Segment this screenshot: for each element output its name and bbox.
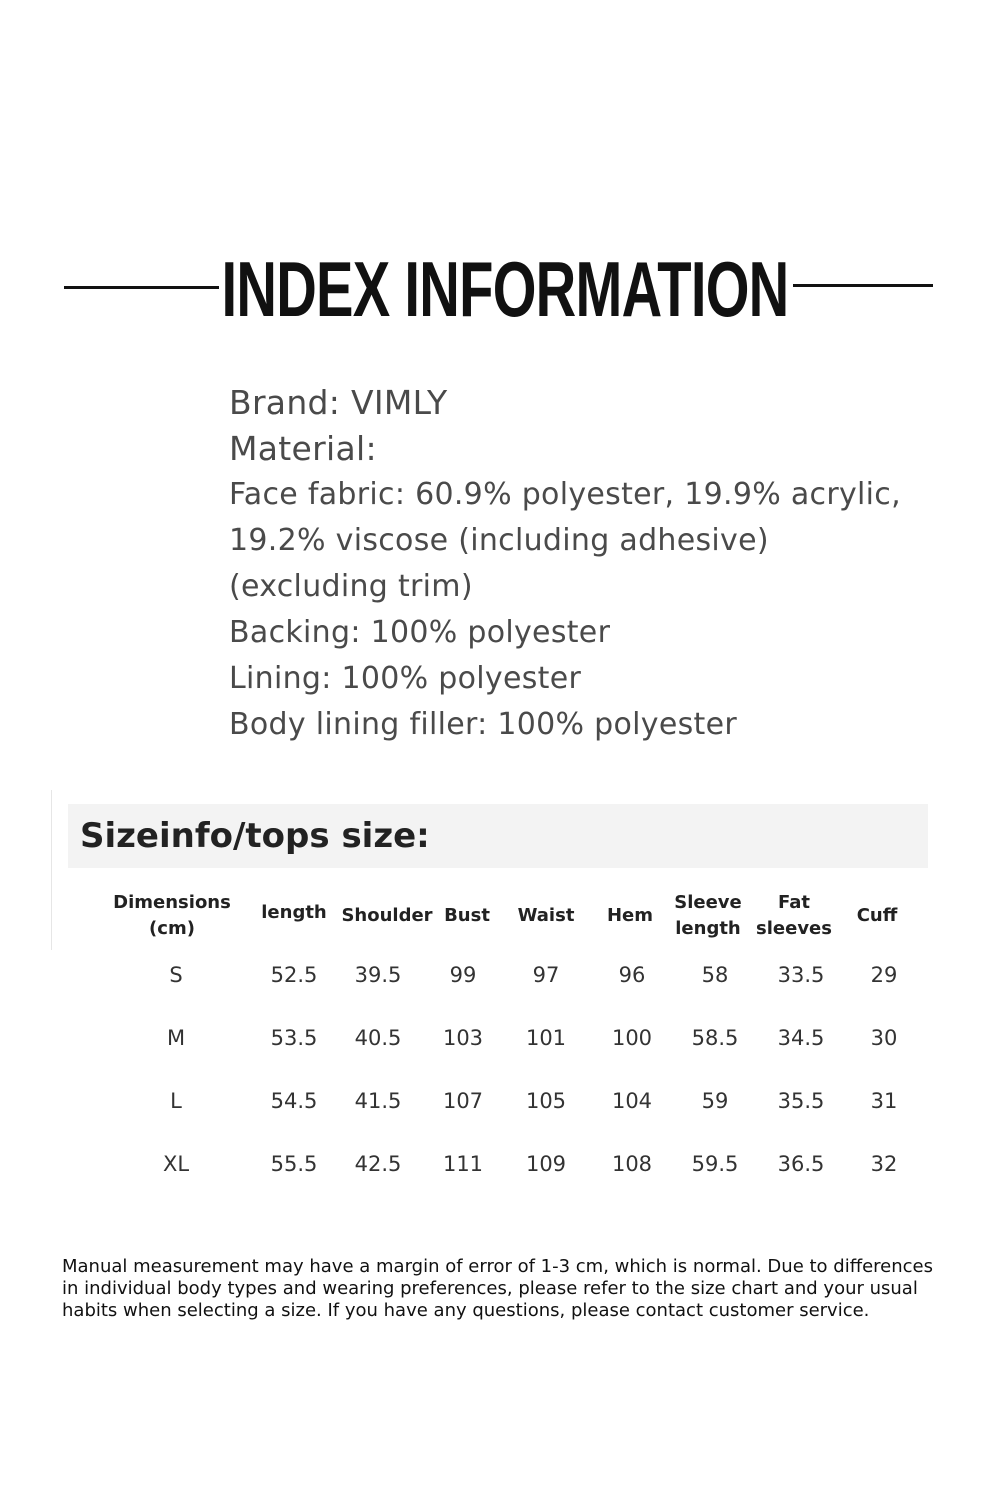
table-header-cell-line2: length (675, 918, 741, 939)
info-material-label: Material: (229, 429, 377, 468)
table-row-size-label: L (170, 1089, 182, 1113)
table-header-cell: Hem (606, 905, 654, 926)
size-section-header (68, 804, 928, 868)
table-header-cell: Sleeve (674, 892, 742, 913)
table-header-cell: Fat (778, 892, 810, 913)
measurement-note: Manual measurement may have a margin of error of 1-3 cm, which is normal. Due to differences in individual body types and wearing preferences, please refer to the size chart and your usual habits when selecting a size. If you have any questions, please contact customer service. (62, 1256, 934, 1321)
table-cell: 103 (442, 1026, 484, 1050)
table-header-cell-line2: sleeves (756, 918, 832, 939)
table-cell: 39.5 (354, 963, 402, 987)
table-cell: 52.5 (270, 963, 318, 987)
table-row-size-label: S (169, 963, 183, 987)
table-cell: 29 (870, 963, 898, 987)
table-cell: 97 (532, 963, 560, 987)
table-cell: 41.5 (354, 1089, 402, 1113)
table-cell: 33.5 (777, 963, 825, 987)
table-cell: 55.5 (270, 1152, 318, 1176)
table-cell: 34.5 (777, 1026, 825, 1050)
table-cell: 59 (701, 1089, 729, 1113)
table-cell: 35.5 (777, 1089, 825, 1113)
table-header-cell: Cuff (856, 905, 898, 926)
table-cell: 53.5 (270, 1026, 318, 1050)
table-header-cell: length (261, 902, 327, 923)
table-cell: 30 (870, 1026, 898, 1050)
table-cell: 101 (525, 1026, 567, 1050)
size-table (0, 880, 1000, 1200)
size-section-title: Sizeinfo/tops size: (80, 816, 430, 856)
table-cell: 107 (442, 1089, 484, 1113)
table-cell: 99 (449, 963, 477, 987)
table-cell: 31 (870, 1089, 898, 1113)
table-cell: 58 (701, 963, 729, 987)
info-face-fabric-cont: 19.2% viscose (including adhesive) (229, 523, 769, 558)
table-cell: 96 (618, 963, 646, 987)
info-face-fabric: Face fabric: 60.9% polyester, 19.9% acrylic, (229, 477, 901, 512)
table-cell: 42.5 (354, 1152, 402, 1176)
table-row-size-label: M (166, 1026, 186, 1050)
table-cell: 109 (525, 1152, 567, 1176)
table-row-size-label: XL (162, 1152, 190, 1176)
table-cell: 108 (611, 1152, 653, 1176)
table-cell: 32 (870, 1152, 898, 1176)
table-cell: 36.5 (777, 1152, 825, 1176)
table-cell: 105 (525, 1089, 567, 1113)
title-rule-right (793, 284, 933, 287)
table-header-cell-line2: (cm) (149, 918, 195, 939)
table-cell: 54.5 (270, 1089, 318, 1113)
info-brand: Brand: VIMLY (229, 383, 448, 422)
table-cell: 40.5 (354, 1026, 402, 1050)
table-header-cell: Bust (444, 905, 490, 926)
info-lining: Lining: 100% polyester (229, 661, 582, 696)
table-cell: 58.5 (691, 1026, 739, 1050)
table-cell: 100 (611, 1026, 653, 1050)
table-header-cell: Shoulder (341, 905, 433, 926)
table-header-cell: Dimensions (113, 892, 231, 913)
table-header-cell: Waist (517, 905, 575, 926)
page-title: INDEX INFORMATION (221, 245, 789, 333)
product-info (229, 380, 949, 748)
table-cell: 104 (611, 1089, 653, 1113)
info-excluding-trim: (excluding trim) (229, 569, 473, 604)
info-body-lining-filler: Body lining filler: 100% polyester (229, 707, 737, 742)
table-cell: 111 (442, 1152, 484, 1176)
info-backing: Backing: 100% polyester (229, 615, 611, 650)
table-cell: 59.5 (691, 1152, 739, 1176)
